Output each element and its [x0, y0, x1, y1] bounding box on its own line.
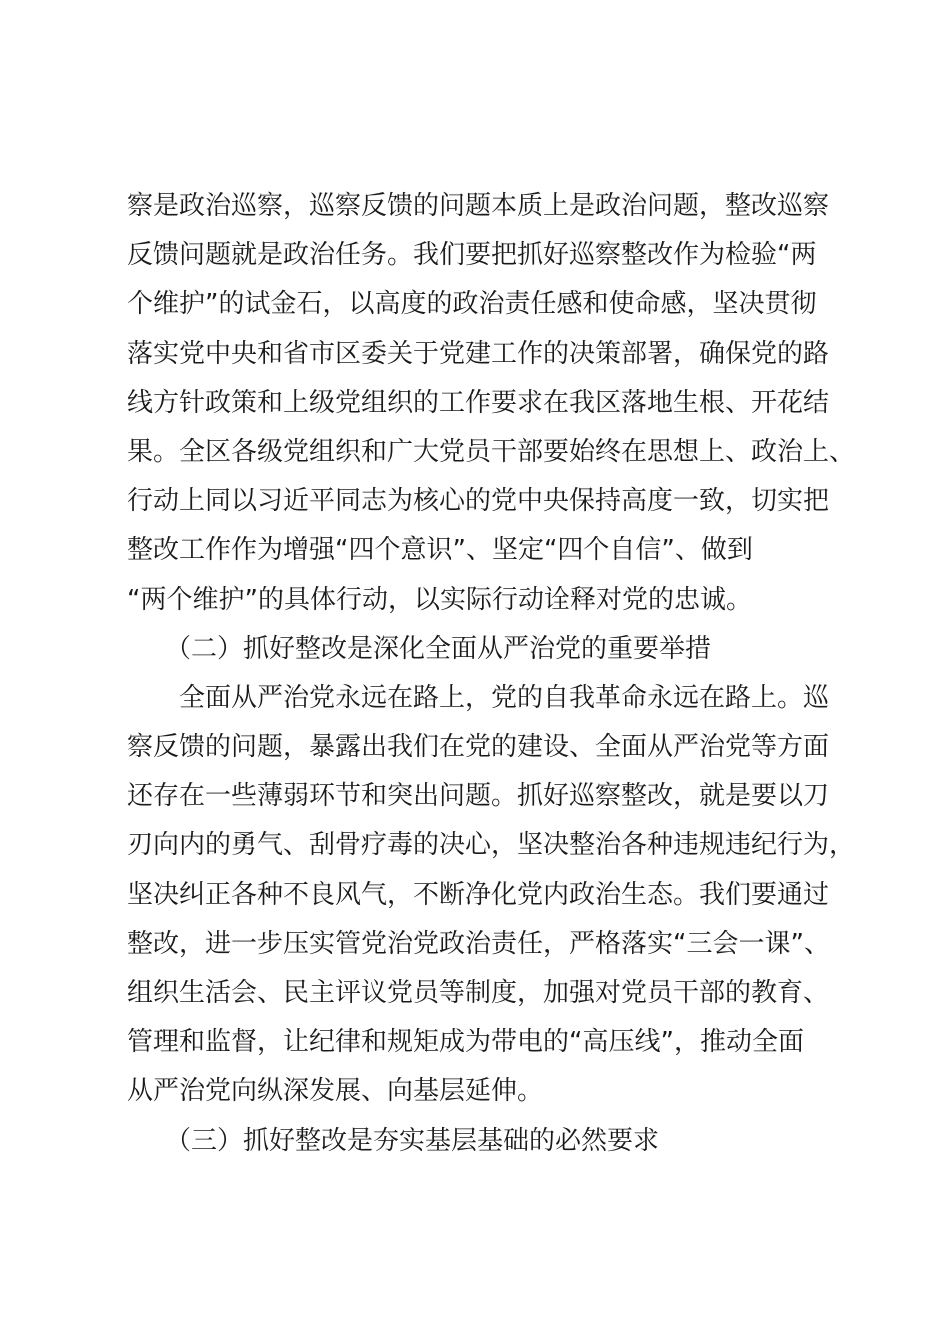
text-line: 坚决纠正各种不良风气，不断净化党内政治生态。我们要通过	[127, 879, 830, 910]
text-line: 反馈问题就是政治任务。我们要把抓好巡察整改作为检验“两	[127, 240, 817, 271]
section-heading: （二）抓好整改是深化全面从严治党的重要举措	[165, 633, 712, 664]
text-line: “两个维护”的具体行动，以实际行动诠释对党的忠诚。	[127, 584, 752, 615]
text-line: 整改工作作为增强“四个意识”、坚定“四个自信”、做到	[127, 535, 753, 566]
text-line: 组织生活会、民主评议党员等制度，加强对党员干部的教育、	[127, 978, 830, 1008]
text-line: 管理和监督，让纪律和规矩成为带电的“高压线”，推动全面	[127, 1027, 804, 1058]
text-line: 还存在一些薄弱环节和突出问题。抓好巡察整改，就是要以刀	[127, 781, 830, 812]
text-line: 落实党中央和省市区委关于党建工作的决策部署，确保党的路	[127, 338, 830, 369]
text-line: 果。全区各级党组织和广大党员干部要始终在思想上、政治上、	[127, 436, 856, 467]
text-line: 从严治党向纵深发展、向基层延伸。	[127, 1076, 544, 1107]
text-line: 察反馈的问题，暴露出我们在党的建设、全面从严治党等方面	[127, 732, 830, 763]
body-text	[127, 182, 856, 1166]
text-line: 线方针政策和上级党组织的工作要求在我区落地生根、开花结	[127, 387, 830, 418]
text-line: 刃向内的勇气、刮骨疗毒的决心，坚决整治各种违规违纪行为，	[127, 830, 856, 861]
text-line: 察是政治巡察，巡察反馈的问题本质上是政治问题，整改巡察	[127, 191, 830, 221]
text-line: 全面从严治党永远在路上，党的自我革命永远在路上。巡	[179, 682, 830, 713]
text-line: 整改，进一步压实管党治党政治责任，严格落实“三会一课”、	[127, 928, 830, 959]
section-heading: （三）抓好整改是夯实基层基础的必然要求	[165, 1125, 660, 1156]
text-line: 行动上同以习近平同志为核心的党中央保持高度一致，切实把	[127, 486, 830, 517]
text-line: 个维护”的试金石，以高度的政治责任感和使命感，坚决贯彻	[127, 289, 817, 320]
